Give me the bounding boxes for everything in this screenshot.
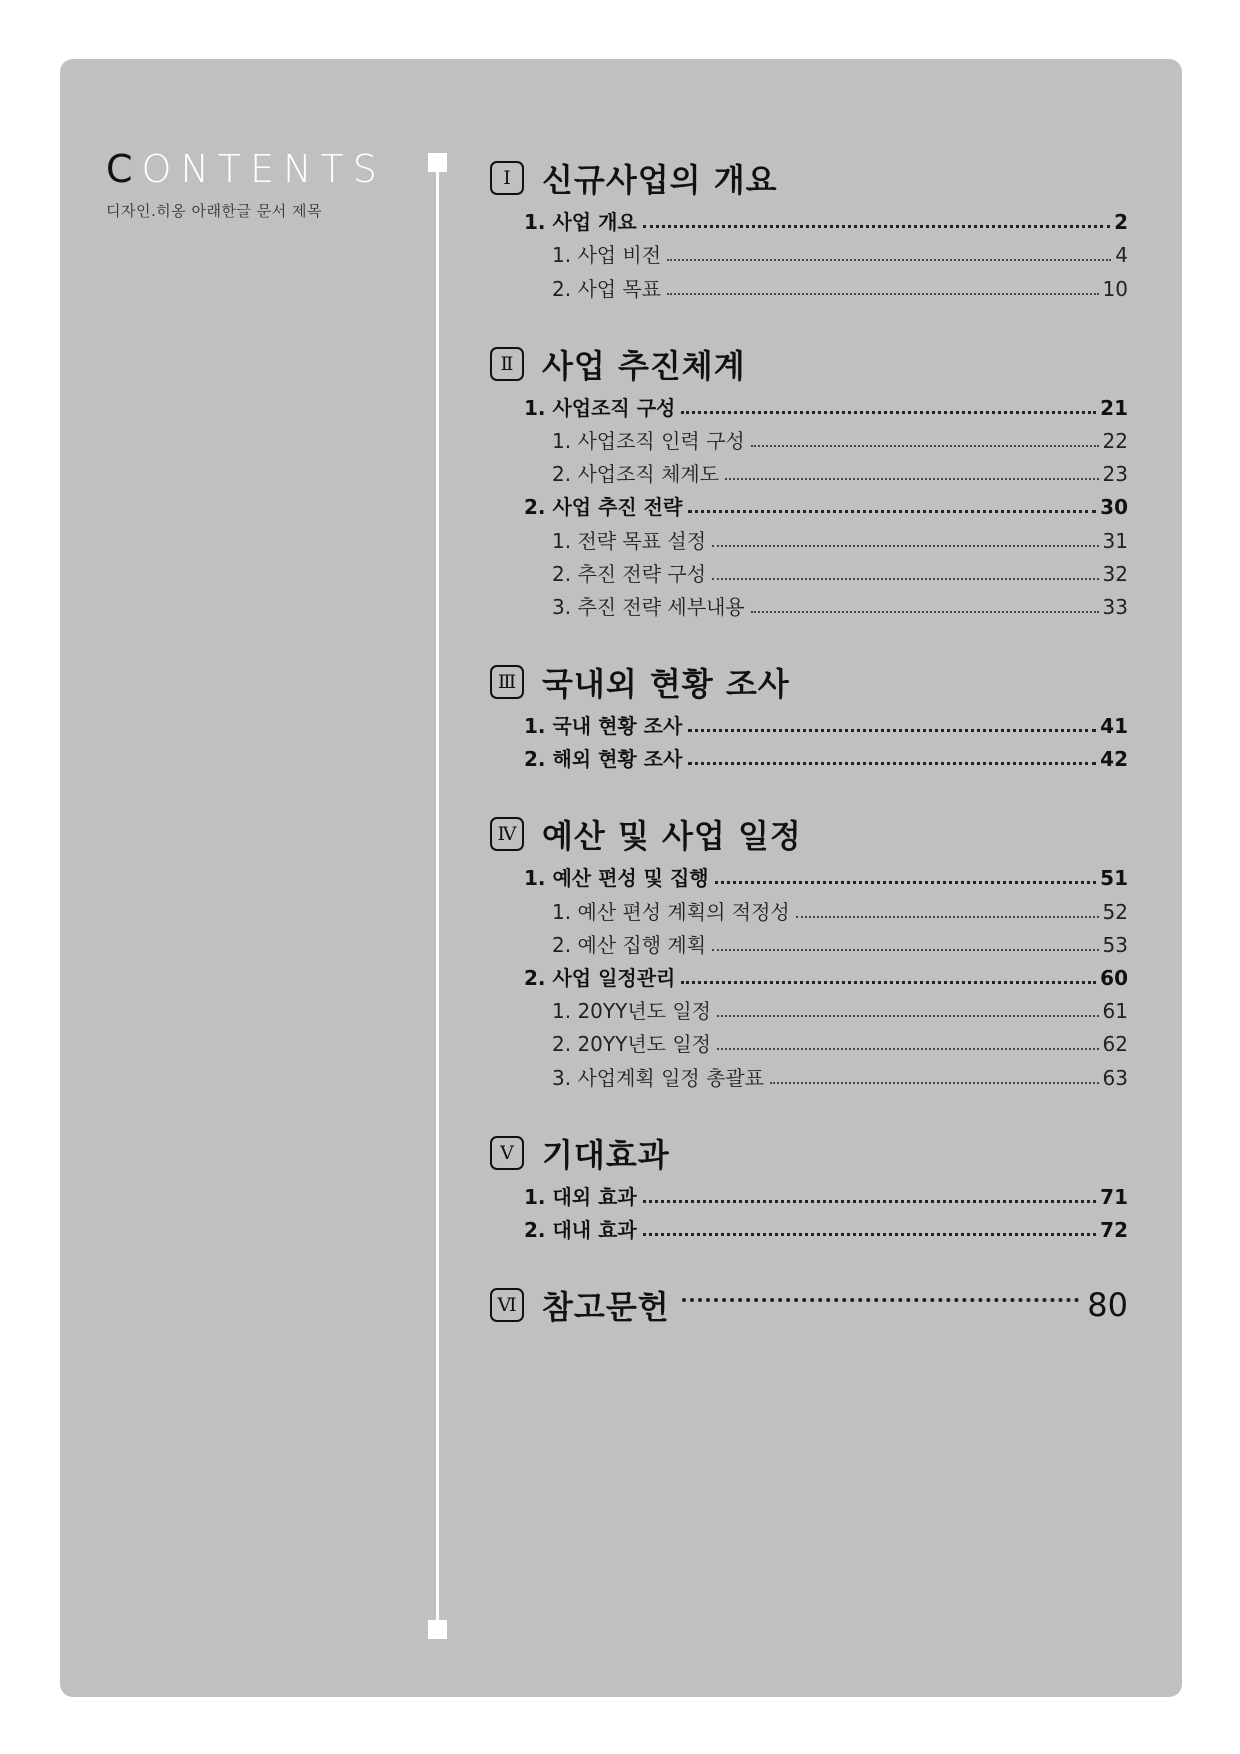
- toc-section-entry[interactable]: [490, 206, 1128, 239]
- toc-subsection-entry[interactable]: [490, 458, 1128, 491]
- chapter-title: 참고문헌: [542, 1287, 670, 1326]
- entry-page-number: 23: [1102, 462, 1128, 487]
- chapter-title: 기대효과: [542, 1135, 670, 1174]
- chapter-title: 예산 및 사업 일정: [542, 817, 802, 856]
- entry-label: 2. 20YY년도 일정: [552, 1032, 711, 1057]
- timeline-line: [436, 162, 439, 1630]
- toc-subsection-entry[interactable]: [490, 895, 1128, 928]
- toc-subsection-entry[interactable]: [490, 524, 1128, 557]
- chapter-numeral: Ⅱ: [490, 347, 524, 381]
- toc-section-entry[interactable]: [490, 962, 1128, 995]
- entry-page-number: 42: [1100, 747, 1128, 772]
- contents-title-rest: ONTENTS: [141, 147, 386, 191]
- entry-page-number: 61: [1102, 999, 1128, 1024]
- toc-section-entry[interactable]: [490, 710, 1128, 743]
- dot-leader: [717, 1048, 1099, 1050]
- chapter-numeral: Ⅲ: [490, 665, 524, 699]
- toc-section-entry[interactable]: [490, 1181, 1128, 1214]
- entry-label: 2. 추진 전략 구성: [552, 561, 707, 586]
- entry-page-number: 22: [1102, 428, 1128, 453]
- entry-page-number: 21: [1100, 395, 1128, 420]
- entry-label: 2. 사업 목표: [552, 276, 662, 301]
- toc-subsection-entry[interactable]: [490, 1028, 1128, 1061]
- dot-leader: [643, 1200, 1096, 1203]
- contents-header: [106, 146, 386, 221]
- chapter-list: [490, 150, 1128, 1247]
- chapter-title: 사업 추진체계: [542, 346, 746, 385]
- dot-leader: [712, 949, 1098, 951]
- entry-label: 1. 국내 현황 조사: [524, 714, 683, 739]
- dot-leader: [796, 916, 1099, 918]
- dot-leader: [725, 478, 1099, 480]
- chapter-numeral: Ⅰ: [490, 161, 524, 195]
- chapter-head[interactable]: [490, 654, 1128, 710]
- contents-title-initial: C: [106, 147, 142, 191]
- entry-label: 3. 추진 전략 세부내용: [552, 594, 745, 619]
- toc-subsection-entry[interactable]: [490, 995, 1128, 1028]
- toc-section-entry[interactable]: [490, 862, 1128, 895]
- dot-leader: [682, 1298, 1080, 1302]
- entry-label: 1. 20YY년도 일정: [552, 999, 711, 1024]
- entry-label: 2. 사업 추진 전략: [524, 495, 683, 520]
- dot-leader: [667, 259, 1111, 261]
- entry-page-number: 33: [1102, 594, 1128, 619]
- chapter-final[interactable]: [490, 1277, 1128, 1333]
- entry-page-number: 4: [1115, 243, 1128, 268]
- dot-leader: [667, 293, 1098, 295]
- toc-section-entry[interactable]: [490, 491, 1128, 524]
- chapter-title: 국내외 현황 조사: [542, 664, 790, 703]
- dot-leader: [712, 578, 1098, 580]
- dot-leader: [770, 1082, 1099, 1084]
- timeline-bottom-marker: [428, 1620, 447, 1639]
- entry-label: 2. 예산 집행 계획: [552, 932, 707, 957]
- entry-label: 2. 대내 효과: [524, 1217, 637, 1242]
- dot-leader: [751, 445, 1099, 447]
- chapter-head[interactable]: [490, 336, 1128, 392]
- toc-subsection-entry[interactable]: [490, 558, 1128, 591]
- entry-page-number: 51: [1100, 866, 1128, 891]
- chapter-section: [490, 654, 1128, 776]
- dot-leader: [712, 545, 1098, 547]
- chapter-head: [490, 1277, 1128, 1333]
- toc-subsection-entry[interactable]: [490, 239, 1128, 272]
- chapter-title: 신규사업의 개요: [542, 161, 778, 199]
- chapter-numeral: Ⅴ: [490, 1136, 524, 1170]
- toc-subsection-entry[interactable]: [490, 591, 1128, 624]
- chapter-section: [490, 336, 1128, 624]
- entry-label: 1. 대외 효과: [524, 1184, 637, 1209]
- toc-subsection-entry[interactable]: [490, 425, 1128, 458]
- dot-leader: [715, 881, 1097, 884]
- entry-label: 2. 사업조직 체계도: [552, 462, 720, 487]
- entry-page-number: 31: [1102, 528, 1128, 553]
- entry-page-number: 41: [1100, 714, 1128, 739]
- chapter-head[interactable]: [490, 806, 1128, 862]
- chapter-head[interactable]: [490, 150, 1128, 206]
- toc-subsection-entry[interactable]: [490, 272, 1128, 305]
- toc-section-entry[interactable]: [490, 1214, 1128, 1247]
- entry-page-number: 52: [1102, 899, 1128, 924]
- entry-label: 1. 사업조직 구성: [524, 395, 676, 420]
- entry-label: 1. 전략 목표 설정: [552, 528, 707, 553]
- entry-page-number: 10: [1102, 276, 1128, 301]
- timeline-top-marker: [428, 153, 447, 172]
- entry-page-number: 62: [1102, 1032, 1128, 1057]
- toc-section-entry[interactable]: [490, 743, 1128, 776]
- chapter-section: [490, 150, 1128, 306]
- toc-subsection-entry[interactable]: [490, 1061, 1128, 1094]
- entry-page-number: 72: [1100, 1217, 1128, 1242]
- dot-leader: [688, 762, 1096, 765]
- entry-label: 2. 해외 현황 조사: [524, 747, 683, 772]
- dot-leader: [643, 225, 1110, 228]
- chapter-head[interactable]: [490, 1125, 1128, 1181]
- dot-leader: [643, 1233, 1096, 1236]
- entry-label: 3. 사업계획 일정 총괄표: [552, 1065, 765, 1090]
- toc-section-entry[interactable]: [490, 392, 1128, 425]
- entry-page-number: 53: [1102, 932, 1128, 957]
- dot-leader: [751, 611, 1099, 613]
- chapter-section: [490, 1125, 1128, 1247]
- chapter-section: [490, 806, 1128, 1094]
- dot-leader: [717, 1015, 1099, 1017]
- entry-page-number: 2: [1114, 210, 1128, 235]
- entry-label: 1. 예산 편성 및 집행: [524, 866, 709, 891]
- entry-page-number: 32: [1102, 561, 1128, 586]
- chapter-numeral: Ⅵ: [490, 1288, 524, 1322]
- entry-label: 1. 사업 비전: [552, 243, 662, 268]
- entry-page-number: 63: [1102, 1065, 1128, 1090]
- entry-page-number: 60: [1100, 966, 1128, 990]
- chapter-numeral: Ⅳ: [490, 817, 524, 851]
- entry-label: 1. 사업 개요: [524, 210, 637, 235]
- dot-leader: [681, 411, 1096, 414]
- dot-leader: [681, 981, 1096, 984]
- dot-leader: [688, 510, 1096, 513]
- document-subtitle: 디자인.히옹 아래한글 문서 제목: [106, 202, 322, 220]
- entry-page-number: 30: [1100, 495, 1128, 520]
- dot-leader: [688, 729, 1096, 732]
- toc-subsection-entry[interactable]: [490, 929, 1128, 962]
- table-of-contents: [490, 150, 1128, 1363]
- contents-title: [106, 146, 386, 192]
- entry-page-number: 71: [1100, 1184, 1128, 1209]
- entry-label: 2. 사업 일정관리: [524, 966, 676, 990]
- chapter-page-number: 80: [1087, 1285, 1128, 1324]
- entry-label: 1. 사업조직 인력 구성: [552, 428, 745, 453]
- entry-label: 1. 예산 편성 계획의 적정성: [552, 899, 790, 924]
